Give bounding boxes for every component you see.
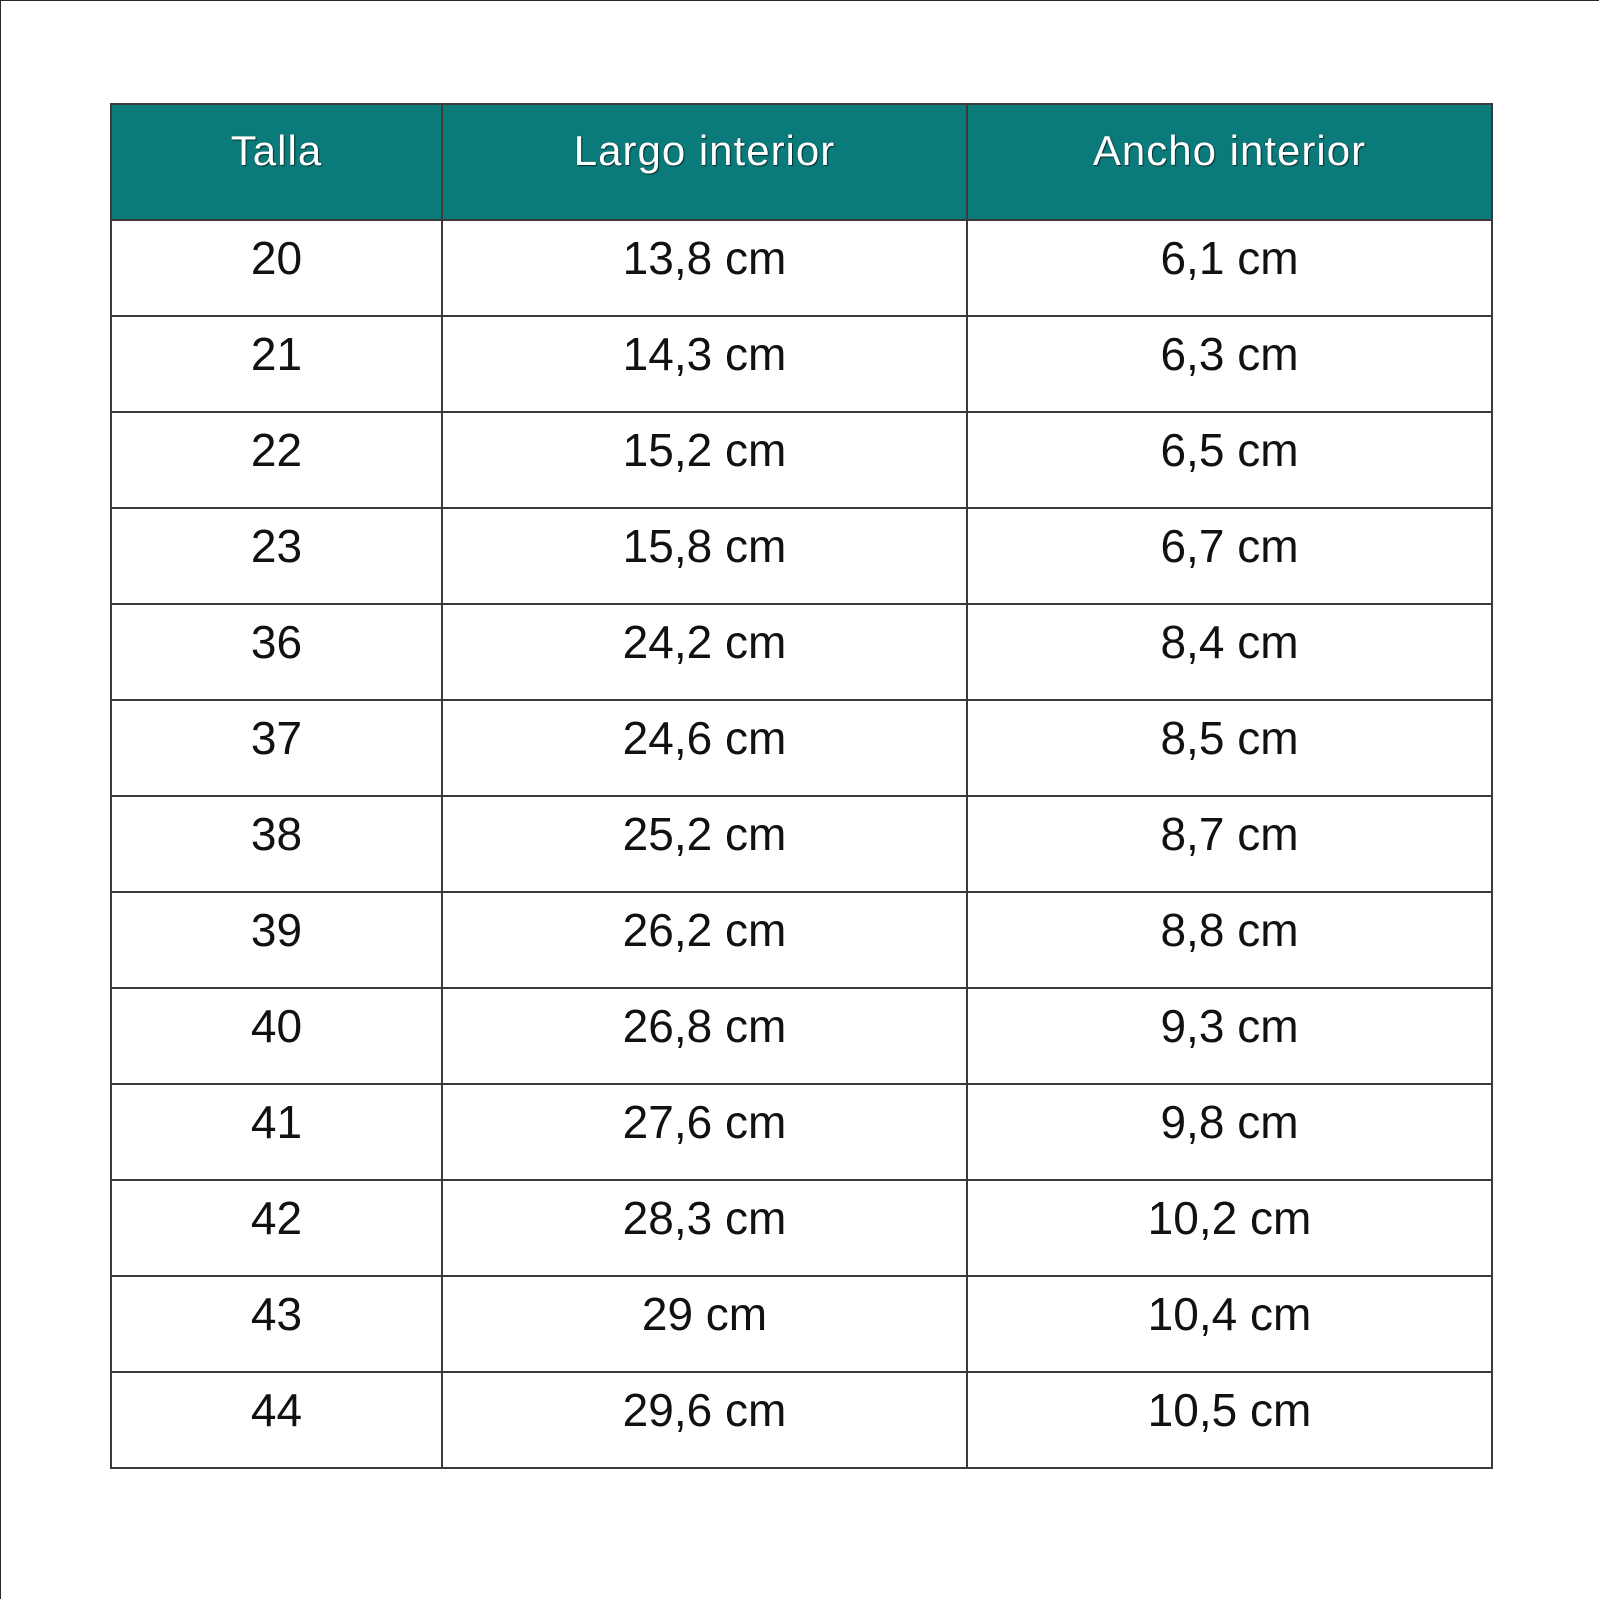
cell-talla: 38 bbox=[111, 796, 442, 892]
cell-ancho: 6,5 cm bbox=[967, 412, 1492, 508]
cell-talla: 42 bbox=[111, 1180, 442, 1276]
cell-ancho: 10,5 cm bbox=[967, 1372, 1492, 1468]
table-row bbox=[111, 1276, 1492, 1372]
cell-largo: 13,8 cm bbox=[442, 220, 967, 316]
cell-largo: 15,8 cm bbox=[442, 508, 967, 604]
cell-talla: 40 bbox=[111, 988, 442, 1084]
table-row bbox=[111, 412, 1492, 508]
header-largo-interior: Largo interior bbox=[442, 104, 967, 220]
cell-talla: 20 bbox=[111, 220, 442, 316]
table-row bbox=[111, 1372, 1492, 1468]
cell-ancho: 8,4 cm bbox=[967, 604, 1492, 700]
cell-ancho: 6,1 cm bbox=[967, 220, 1492, 316]
cell-ancho: 9,3 cm bbox=[967, 988, 1492, 1084]
cell-largo: 27,6 cm bbox=[442, 1084, 967, 1180]
header-row bbox=[111, 104, 1492, 220]
table-row bbox=[111, 892, 1492, 988]
table-row bbox=[111, 796, 1492, 892]
table-row bbox=[111, 988, 1492, 1084]
cell-ancho: 8,8 cm bbox=[967, 892, 1492, 988]
cell-largo: 15,2 cm bbox=[442, 412, 967, 508]
table-row bbox=[111, 604, 1492, 700]
cell-largo: 14,3 cm bbox=[442, 316, 967, 412]
size-chart-table bbox=[110, 103, 1493, 1469]
cell-talla: 23 bbox=[111, 508, 442, 604]
cell-largo: 24,6 cm bbox=[442, 700, 967, 796]
cell-talla: 22 bbox=[111, 412, 442, 508]
table-row bbox=[111, 508, 1492, 604]
cell-talla: 37 bbox=[111, 700, 442, 796]
cell-talla: 21 bbox=[111, 316, 442, 412]
cell-largo: 24,2 cm bbox=[442, 604, 967, 700]
table-row bbox=[111, 1084, 1492, 1180]
header-ancho-interior: Ancho interior bbox=[967, 104, 1492, 220]
cell-largo: 29 cm bbox=[442, 1276, 967, 1372]
cell-talla: 39 bbox=[111, 892, 442, 988]
cell-ancho: 8,5 cm bbox=[967, 700, 1492, 796]
cell-talla: 43 bbox=[111, 1276, 442, 1372]
cell-largo: 29,6 cm bbox=[442, 1372, 967, 1468]
cell-talla: 41 bbox=[111, 1084, 442, 1180]
cell-ancho: 8,7 cm bbox=[967, 796, 1492, 892]
cell-largo: 25,2 cm bbox=[442, 796, 967, 892]
table-row bbox=[111, 1180, 1492, 1276]
table-row bbox=[111, 700, 1492, 796]
table-row bbox=[111, 316, 1492, 412]
cell-ancho: 9,8 cm bbox=[967, 1084, 1492, 1180]
cell-ancho: 10,4 cm bbox=[967, 1276, 1492, 1372]
cell-largo: 26,2 cm bbox=[442, 892, 967, 988]
cell-ancho: 6,3 cm bbox=[967, 316, 1492, 412]
cell-largo: 26,8 cm bbox=[442, 988, 967, 1084]
header-talla: Talla bbox=[111, 104, 442, 220]
cell-talla: 44 bbox=[111, 1372, 442, 1468]
cell-ancho: 6,7 cm bbox=[967, 508, 1492, 604]
table-row bbox=[111, 220, 1492, 316]
cell-talla: 36 bbox=[111, 604, 442, 700]
cell-ancho: 10,2 cm bbox=[967, 1180, 1492, 1276]
cell-largo: 28,3 cm bbox=[442, 1180, 967, 1276]
